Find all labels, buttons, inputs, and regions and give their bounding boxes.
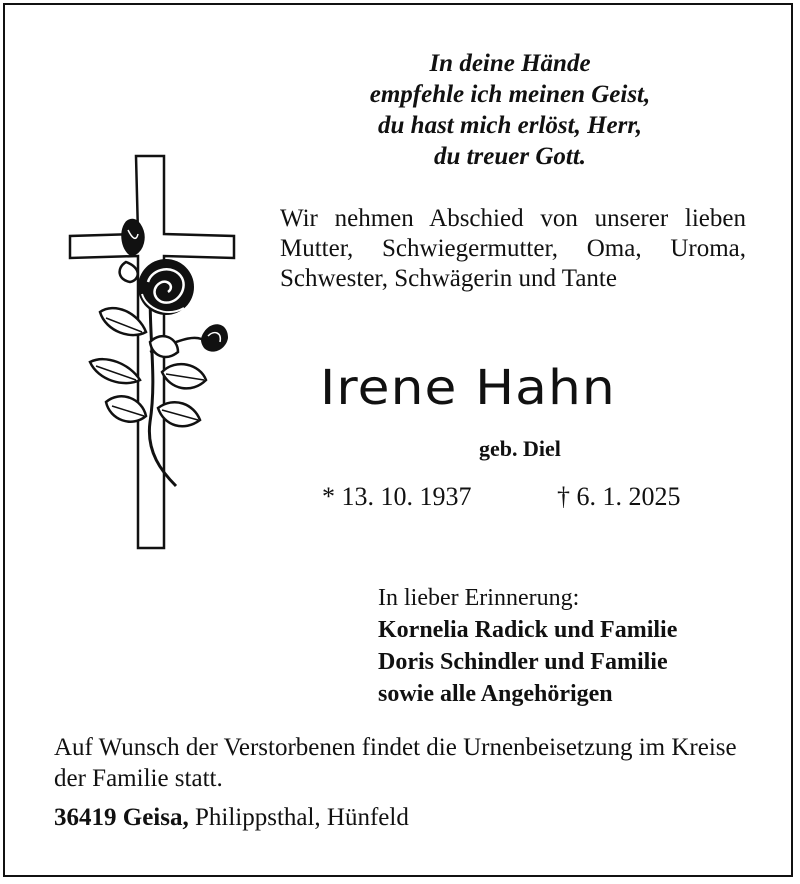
birth-date: * 13. 10. 1937	[322, 482, 472, 511]
place-primary: 36419 Geisa,	[54, 804, 189, 831]
farewell-intro: Wir nehmen Abschied von unserer lieben Mutter, Schwiegermutter, Oma, Uroma, Schwester, Schwägerin und Tante	[280, 205, 746, 292]
cross-with-roses-icon	[66, 152, 238, 552]
mourner-line: sowie alle Angehörigen	[378, 681, 613, 707]
deceased-name: Irene Hahn	[320, 360, 616, 416]
birth-name: geb. Diel	[479, 436, 561, 461]
verse-line: du hast mich erlöst, Herr,	[378, 112, 642, 139]
memory-block	[378, 582, 778, 710]
mourner-line: Doris Schindler und Familie	[378, 649, 668, 675]
bible-verse	[300, 48, 720, 172]
mourner-line: Kornelia Radick und Familie	[378, 617, 678, 643]
burial-note: Auf Wunsch der Verstorbenen findet die Urnenbeisetzung im Kreise der Familie statt.	[54, 734, 737, 792]
verse-line: du treuer Gott.	[433, 143, 587, 170]
verse-line: In deine Hände	[429, 50, 591, 77]
memory-heading: In lieber Erinnerung:	[378, 585, 580, 611]
death-date: † 6. 1. 2025	[557, 482, 681, 511]
place-others: Philippsthal, Hünfeld	[188, 804, 409, 831]
place-line	[54, 804, 754, 832]
verse-line: empfehle ich meinen Geist,	[369, 81, 651, 108]
